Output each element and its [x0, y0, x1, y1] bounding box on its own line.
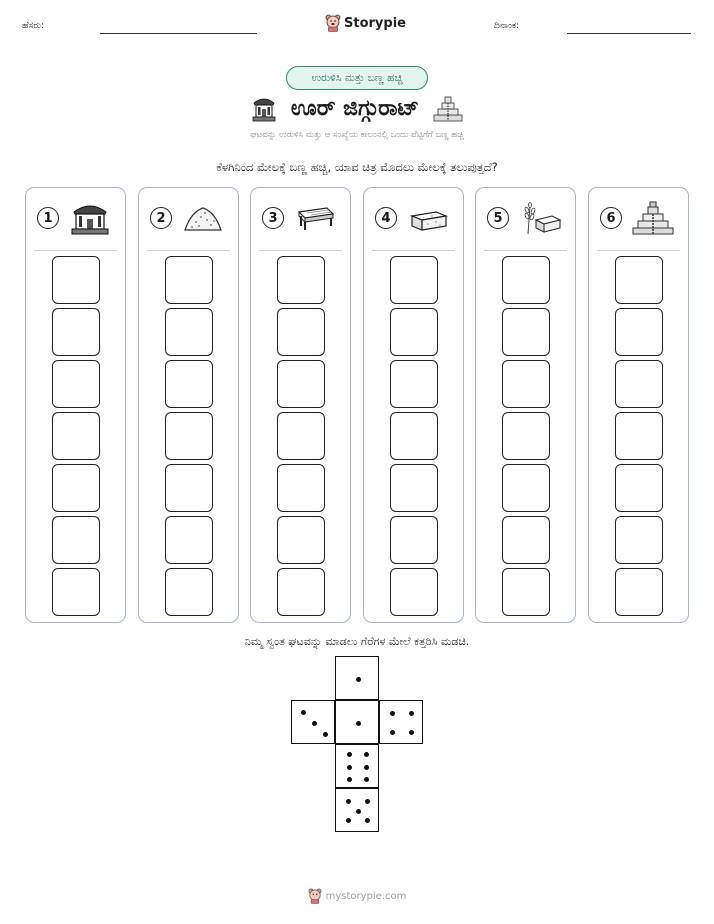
name-line[interactable] — [100, 33, 257, 34]
coloring-box[interactable] — [52, 464, 100, 512]
column-header — [139, 188, 238, 250]
divider — [147, 250, 230, 251]
divider — [484, 250, 567, 251]
brand-logo — [325, 12, 406, 34]
dice-pip — [347, 765, 352, 770]
dice-pip — [347, 777, 352, 782]
coloring-box[interactable] — [615, 516, 663, 564]
dice-face — [291, 700, 335, 744]
dice-pip — [323, 732, 328, 737]
dice-pip — [364, 752, 369, 757]
subtitle: ಘಟವನ್ನು ಉರುಳಿಸಿ ಮತ್ತು ಆ ಸಂಖ್ಯೆಯ ಕಾಲಂನಲ್ಲಿ ಒಂದು ಪೆಟ್ಟಿಗೆಗೆ ಬಣ್ಣ ಹಚ್ಚಿ — [250, 130, 464, 140]
column-header — [251, 188, 350, 250]
coloring-box[interactable] — [615, 360, 663, 408]
column-header — [476, 188, 575, 250]
column-number: 4 — [375, 207, 397, 229]
coloring-box[interactable] — [277, 516, 325, 564]
coloring-box[interactable] — [502, 464, 550, 512]
dice-pip — [356, 721, 361, 726]
coloring-box[interactable] — [615, 412, 663, 460]
ziggurat-icon — [631, 200, 675, 236]
column-number: 6 — [600, 207, 622, 229]
column-number: 2 — [150, 207, 172, 229]
dice-pip — [301, 710, 306, 715]
page-title: ಊರ್ ಜಿಗ್ಗುರಾಟ್ — [290, 95, 420, 121]
dice-pip — [346, 799, 351, 804]
column-number: 5 — [487, 207, 509, 229]
column-header — [364, 188, 463, 250]
wheat-and-brick-icon — [518, 200, 562, 236]
date-label: ದಿನಾಂಕ: — [494, 21, 520, 31]
coloring-box[interactable] — [52, 412, 100, 460]
dice-face — [335, 700, 379, 744]
dice-face — [335, 788, 379, 832]
column-1 — [25, 187, 126, 623]
coloring-box[interactable] — [390, 412, 438, 460]
coloring-box[interactable] — [390, 256, 438, 304]
coloring-box[interactable] — [615, 568, 663, 616]
column-6 — [588, 187, 689, 623]
coloring-box[interactable] — [52, 308, 100, 356]
coloring-box[interactable] — [277, 412, 325, 460]
column-5 — [475, 187, 576, 623]
dice-pip — [364, 765, 369, 770]
divider — [259, 250, 342, 251]
coloring-box[interactable] — [615, 464, 663, 512]
column-4 — [363, 187, 464, 623]
coloring-box[interactable] — [165, 516, 213, 564]
dice-pip — [409, 711, 414, 716]
dice-pip — [346, 818, 351, 823]
coloring-box[interactable] — [502, 308, 550, 356]
dice-pip — [409, 730, 414, 735]
coloring-box[interactable] — [277, 568, 325, 616]
column-3 — [250, 187, 351, 623]
coloring-box[interactable] — [52, 360, 100, 408]
footer-url[interactable]: mystorypie.com — [325, 890, 407, 902]
coloring-box[interactable] — [277, 464, 325, 512]
date-line[interactable] — [567, 33, 691, 34]
brand-name: Storypie — [344, 15, 406, 31]
coloring-box[interactable] — [502, 256, 550, 304]
activity-pill: ಉರುಳಿಸಿ ಮತ್ತು ಬಣ್ಣ ಹಚ್ಚಿ — [286, 66, 428, 90]
cut-fold-instruction: ನಿಮ್ಮ ಸ್ವಂತ ಘಟವನ್ನು ಮಾಡಲು ಗೆರೆಗಳ ಮೇಲೆ ಕತ್ತರಿಸಿ ಮಡಚಿ. — [244, 635, 470, 648]
coloring-box[interactable] — [502, 568, 550, 616]
coloring-box[interactable] — [277, 256, 325, 304]
column-header — [26, 188, 125, 250]
coloring-box[interactable] — [502, 412, 550, 460]
dice-pip — [356, 809, 361, 814]
dice-pip — [390, 711, 395, 716]
temple-shrine-icon — [68, 200, 112, 236]
column-header — [589, 188, 688, 250]
bear-mascot-icon — [325, 14, 341, 32]
coloring-box[interactable] — [390, 568, 438, 616]
title-row — [0, 92, 714, 124]
coloring-box[interactable] — [165, 308, 213, 356]
coloring-box[interactable] — [277, 360, 325, 408]
coloring-box[interactable] — [165, 256, 213, 304]
dice-face — [379, 700, 423, 744]
grain-pile-icon — [181, 200, 225, 236]
coloring-box[interactable] — [165, 464, 213, 512]
divider — [34, 250, 117, 251]
coloring-box[interactable] — [52, 516, 100, 564]
coloring-box[interactable] — [52, 568, 100, 616]
question: ಕೆಳಗಿನಿಂದ ಮೇಲಕ್ಕೆ ಬಣ್ಣ ಹಚ್ಚಿ, ಯಾವ ಚಿತ್ರ ಮೊದಲು ಮೇಲಕ್ಕೆ ತಲುಪುತ್ತದೆ? — [216, 160, 498, 174]
dice-pip — [364, 777, 369, 782]
dice-face — [335, 656, 379, 700]
divider — [597, 250, 680, 251]
bear-mascot-icon — [308, 888, 322, 904]
coloring-box[interactable] — [390, 308, 438, 356]
divider — [372, 250, 455, 251]
dice-pip — [365, 799, 370, 804]
coloring-box[interactable] — [390, 516, 438, 564]
column-2 — [138, 187, 239, 623]
name-label: ಹೆಸರು: — [22, 21, 45, 31]
dice-pip — [312, 721, 317, 726]
coloring-box[interactable] — [390, 464, 438, 512]
coloring-box[interactable] — [165, 568, 213, 616]
dice-pip — [365, 818, 370, 823]
coloring-box[interactable] — [277, 308, 325, 356]
mud-brick-icon — [406, 200, 450, 236]
column-number: 1 — [37, 207, 59, 229]
dice-pip — [390, 730, 395, 735]
coloring-box[interactable] — [390, 360, 438, 408]
coloring-box[interactable] — [502, 516, 550, 564]
dice-face — [335, 744, 379, 788]
dice-pip — [347, 752, 352, 757]
column-number: 3 — [262, 207, 284, 229]
temple-shrine-icon — [251, 94, 277, 122]
coloring-box[interactable] — [502, 360, 550, 408]
coloring-box[interactable] — [615, 308, 663, 356]
dice-pip — [356, 677, 361, 682]
coloring-box[interactable] — [615, 256, 663, 304]
footer — [0, 886, 714, 906]
coloring-box[interactable] — [52, 256, 100, 304]
ziggurat-icon — [433, 94, 463, 122]
coloring-box[interactable] — [165, 360, 213, 408]
wooden-sledge-icon — [293, 200, 337, 236]
coloring-box[interactable] — [165, 412, 213, 460]
